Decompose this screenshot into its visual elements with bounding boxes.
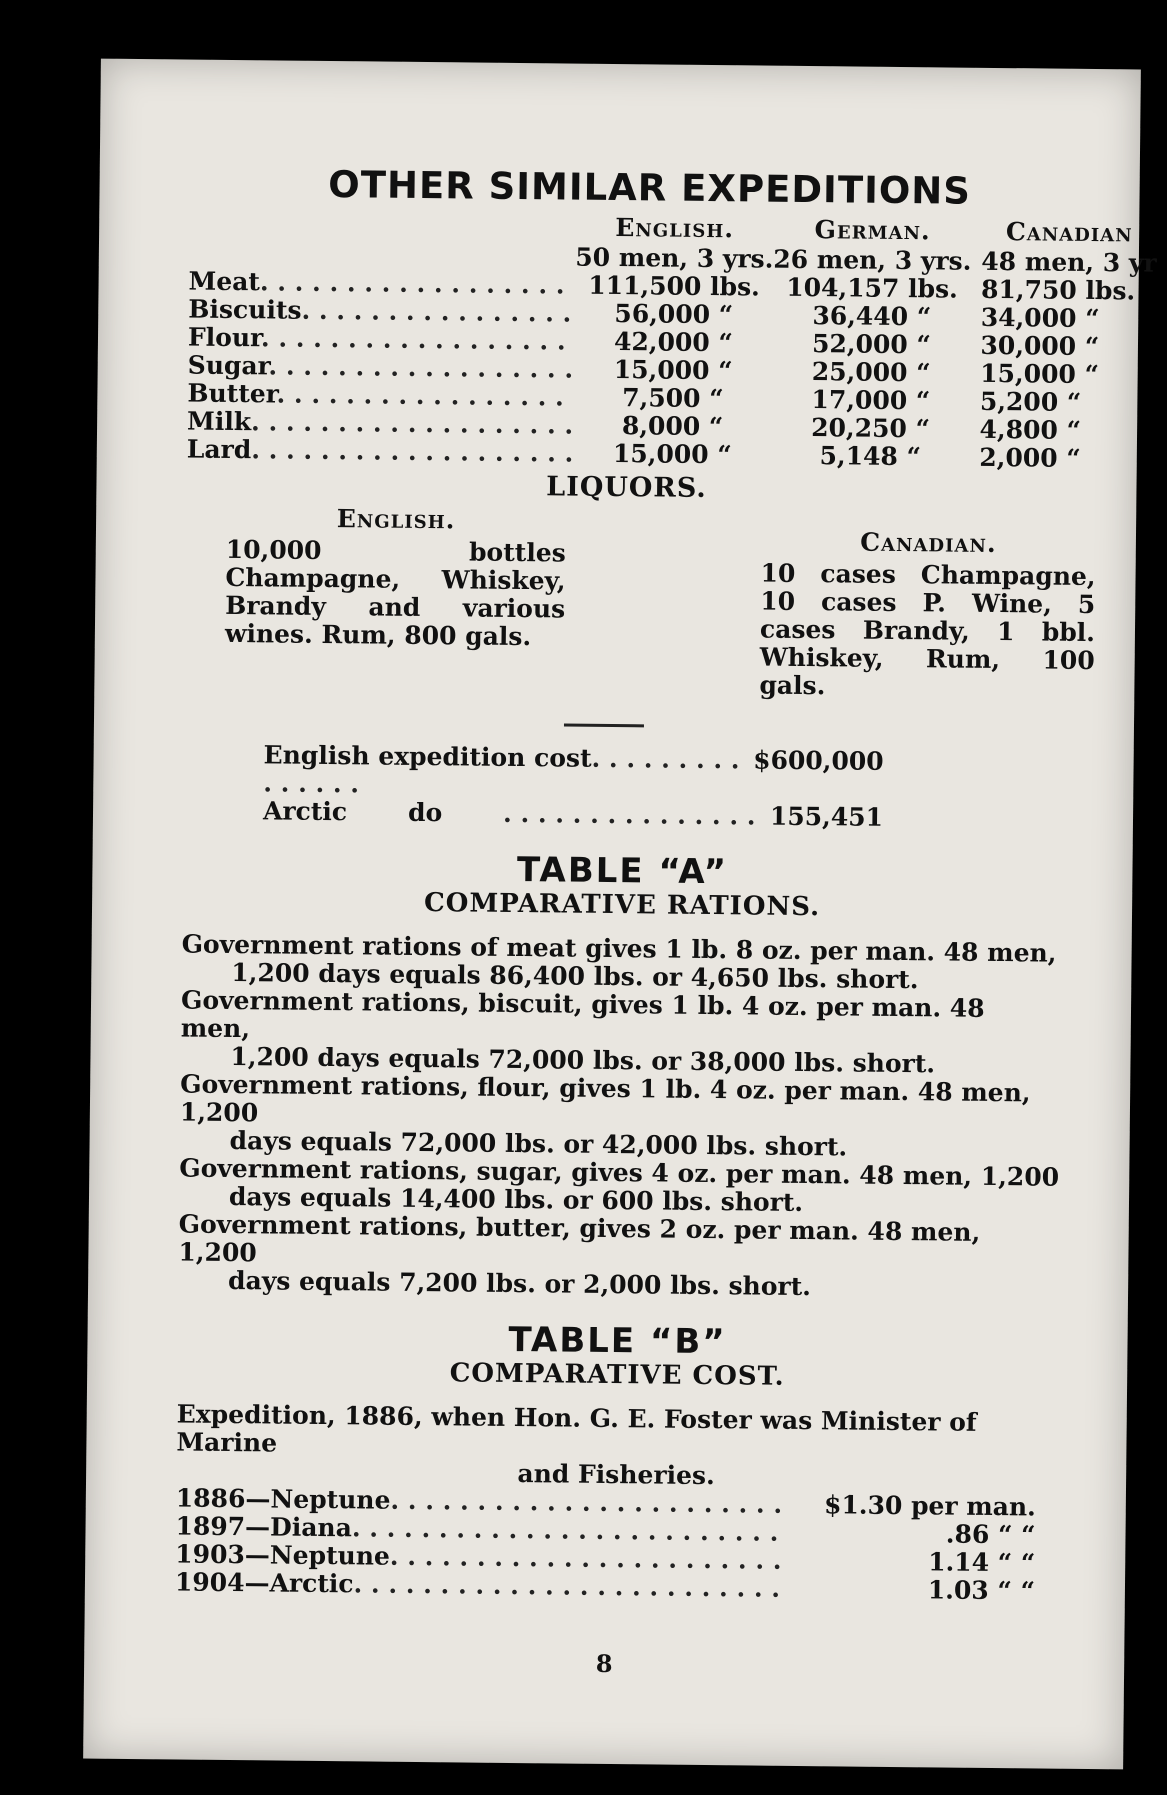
rate-label: 1897—Diana <box>175 1511 353 1543</box>
header-english: English. <box>615 212 735 244</box>
cell-english: 42,000 “ <box>613 326 734 358</box>
ration-line: 1,200 days equals 72,000 lbs. or 38,000 lbs. short. <box>230 1042 936 1079</box>
ration-paragraph <box>180 986 1061 1079</box>
row-item: Butter <box>187 378 277 409</box>
cell-english: 7,500 “ <box>622 383 724 414</box>
row-item: Milk <box>186 406 252 437</box>
liquors-english-text: 10,000 bottles Champagne, Whiskey, Brandy and various wines. Rum, 800 gals. <box>224 534 566 652</box>
cell-german: 36,440 “ <box>812 301 932 332</box>
cell-canadian: 4,800 “ <box>979 414 1082 445</box>
cell-german: 5,148 “ <box>819 441 922 472</box>
table-a-subtitle: COMPARATIVE RATIONS. <box>423 888 821 923</box>
ditto-mark: do <box>407 797 443 828</box>
crew-english: 50 men, 3 yrs. <box>575 242 774 274</box>
cell-english: 111,500 lbs. <box>588 270 760 302</box>
cell-canadian: 15,000 “ <box>980 358 1100 390</box>
cost-label: English expedition cost <box>263 740 592 773</box>
rate-label: 1904—Arctic <box>174 1567 354 1599</box>
leader-dots: . . . . . . . . . . . . . . . . . . . . . . . . . <box>353 1569 781 1603</box>
cell-english: 15,000 “ <box>613 354 733 386</box>
cost-value: $600,000 <box>753 745 884 776</box>
cell-german: 25,000 “ <box>811 357 931 388</box>
cost-row-english <box>263 741 884 803</box>
page-title: OTHER SIMILAR EXPEDITIONS <box>328 162 972 213</box>
page-number: 8 <box>595 1648 613 1679</box>
ration-line: days equals 14,400 lbs. or 600 lbs. short. <box>228 1182 804 1218</box>
cost-label: Arctic <box>262 796 348 827</box>
divider <box>564 723 644 727</box>
row-item: Sugar <box>187 350 269 381</box>
row-item: Lard <box>186 434 252 465</box>
ration-line: Government rations, flour, gives 1 lb. 4 oz. per man. 48 men, 1,200 <box>179 1069 1031 1128</box>
leader-dots: . . . . . . . . . . . . . . . . . . <box>268 351 574 384</box>
ration-paragraph <box>178 1210 1059 1303</box>
cell-canadian: 34,000 “ <box>980 302 1100 334</box>
leader-dots: . . . . . . . . . . . . . . . . . . . . . . . . . <box>351 1513 779 1547</box>
cell-english: 8,000 “ <box>621 411 724 442</box>
cell-canadian: 81,750 lbs. <box>980 274 1136 306</box>
liquors-section <box>224 504 1096 703</box>
rate-value: 1.14 “ “ <box>928 1547 1036 1578</box>
cell-canadian: 30,000 “ <box>980 330 1100 362</box>
leader-dots: . . . . . . . . . . . . . . . . <box>301 295 572 328</box>
page-content <box>174 162 1157 1606</box>
table-a-title: TABLE “A” <box>516 850 729 893</box>
cell-german: 17,000 “ <box>811 385 931 416</box>
leader-dots: . . . . . . . . . . . . . . . . . . . . . . . <box>390 1485 783 1519</box>
header-canadian: Canadian <box>1005 217 1133 248</box>
leader-dots: . . . . . . . . . . . . . . . . . . . <box>251 435 574 468</box>
liquors-english-heading: English. <box>336 504 456 535</box>
cost-intro-line: and Fisheries. <box>517 1459 715 1491</box>
row-item: Biscuits <box>188 294 302 325</box>
row-item: Flour <box>187 322 262 353</box>
leader-dots: . . . . . . . . . . . . . . . . . <box>276 379 564 412</box>
cell-german: 52,000 “ <box>811 329 932 360</box>
ration-line: Government rations, sugar, gives 4 oz. per man. 48 men, 1,200 <box>179 1153 1060 1192</box>
leader-dots: . . . . . . . . . . . . . . . . . . <box>260 323 566 356</box>
ration-line: Government rations, butter, gives 2 oz. per man. 48 men, 1,200 <box>178 1209 981 1268</box>
liquors-title: LIQUORS. <box>546 471 707 504</box>
cell-canadian: 5,200 “ <box>979 386 1082 417</box>
row-item: Meat <box>188 266 261 297</box>
liquors-canadian <box>759 510 1096 703</box>
liquors-canadian-heading: Canadian. <box>860 527 997 559</box>
table-b-title: TABLE “B” <box>508 1319 727 1363</box>
ration-line: days equals 7,200 lbs. or 2,000 lbs. short. <box>227 1266 812 1302</box>
cell-german: 104,157 lbs. <box>786 272 958 304</box>
leader-dots: . . . . . . . . . . . . . . . <box>502 798 756 831</box>
document-page <box>83 59 1157 1770</box>
table-b-subtitle: COMPARATIVE COST. <box>449 1358 785 1392</box>
crew-german: 26 men, 3 yrs. <box>773 244 972 276</box>
cost-intro-line: Expedition, 1886, when Hon. G. E. Foster was Minister of Marine <box>176 1399 977 1458</box>
cell-english: 56,000 “ <box>614 298 734 330</box>
cell-english: 15,000 “ <box>612 438 732 470</box>
rate-label: 1903—Neptune <box>175 1539 391 1571</box>
rate-value: $1.30 per man. <box>823 1490 1036 1522</box>
rate-value: 1.03 “ “ <box>927 1575 1036 1606</box>
crew-canadian: 48 men, 3 yr <box>981 246 1157 278</box>
ration-line: Government rations, biscuit, gives 1 lb. 4 oz. per man. 48 men, <box>180 985 985 1044</box>
cell-canadian: 2,000 “ <box>979 442 1081 473</box>
ration-paragraph <box>179 1070 1060 1163</box>
leader-dots: . . . . . . . . . . . . . . . . . . . . . . . <box>389 1541 782 1575</box>
rations-list <box>178 930 1062 1303</box>
ration-line: 1,200 days equals 86,400 lbs. or 4,650 lbs. short. <box>231 958 919 995</box>
leader-dots: . . . . . . . . . . . . . . . <box>263 743 740 799</box>
liquors-english <box>224 504 566 698</box>
leader-dots: . . . . . . . . . . . . . . . . . . . <box>250 407 574 440</box>
rate-label: 1886—Neptune <box>175 1483 391 1515</box>
liquors-canadian-text: 10 cases Champagne, 10 cases P. Wine, 5 cases Brandy, 1 bbl. Whiskey, Rum, 100 gals. <box>759 558 1096 701</box>
leader-dots: . . . . . . . . . . . . . . . . . . <box>259 267 565 300</box>
provisions-table <box>187 210 1157 474</box>
ration-line: Government rations of meat gives 1 lb. 8 oz. per man. 48 men, <box>181 929 1057 968</box>
cost-value: 155,451 <box>769 801 884 832</box>
rate-value: .86 “ “ <box>945 1519 1036 1550</box>
comparative-cost <box>175 1400 1057 1605</box>
cell-german: 20,250 “ <box>811 413 931 444</box>
ration-line: days equals 72,000 lbs. or 42,000 lbs. short. <box>229 1126 848 1162</box>
header-german: German. <box>814 215 931 246</box>
expedition-costs <box>263 741 884 831</box>
cost-row-arctic <box>263 797 883 831</box>
